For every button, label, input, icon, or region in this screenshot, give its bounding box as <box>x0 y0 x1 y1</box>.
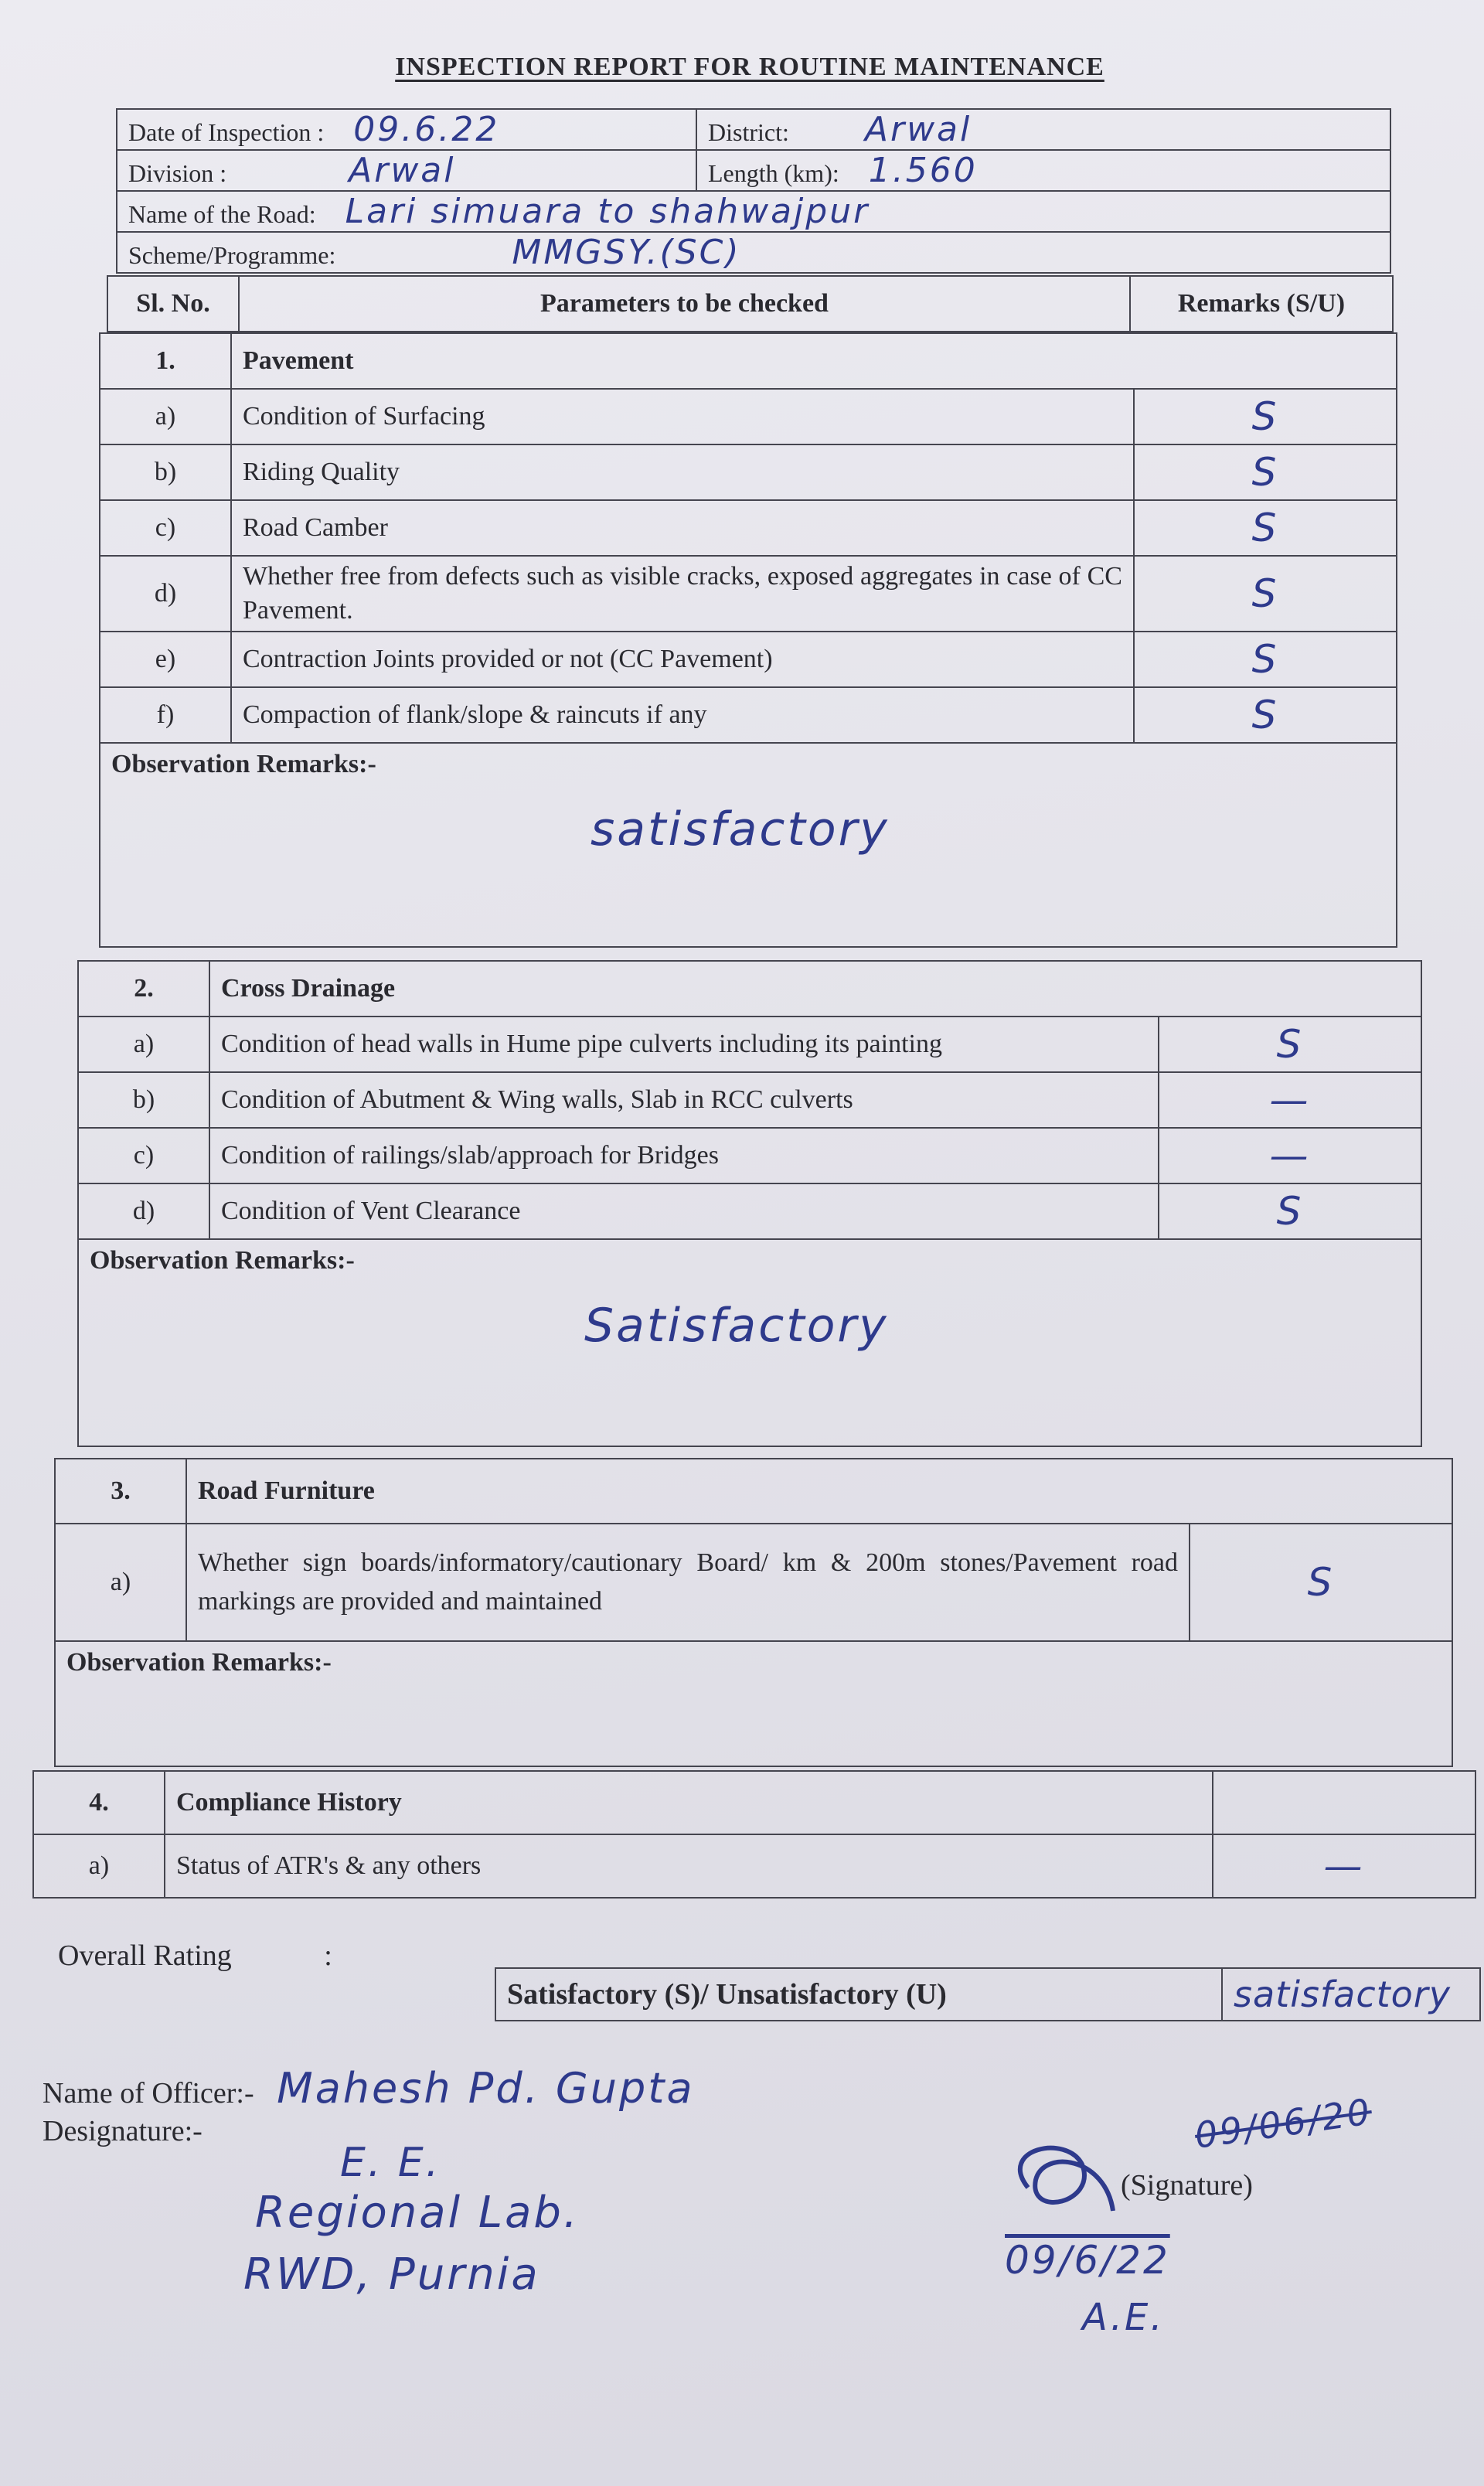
section-number: 1. <box>100 333 231 389</box>
item-id: a) <box>100 389 231 444</box>
item-id: a) <box>55 1524 186 1641</box>
section-number: 4. <box>33 1771 165 1834</box>
item-text: Condition of Vent Clearance <box>209 1183 1159 1239</box>
road-name-cell <box>117 191 1390 232</box>
item-text: Whether sign boards/informatory/cautionary Board/ km & 200m stones/Pavement road markings are provided and maintained <box>186 1524 1190 1641</box>
item-remark: S <box>1134 444 1397 500</box>
division-cell <box>117 150 696 191</box>
item-remark: — <box>1159 1072 1421 1128</box>
item-id: e) <box>100 632 231 687</box>
road-label: Name of the Road: <box>128 200 316 228</box>
item-text: Condition of railings/slab/approach for Bridges <box>209 1128 1159 1183</box>
item-text: Contraction Joints provided or not (CC Pavement) <box>231 632 1134 687</box>
designation-line-3: RWD, Purnia <box>243 2249 540 2300</box>
item-remark: S <box>1159 1183 1421 1239</box>
rating-value: satisfactory <box>1222 1968 1480 2021</box>
item-text: Road Camber <box>231 500 1134 556</box>
district-label: District: <box>708 118 789 146</box>
item-id: b) <box>100 444 231 500</box>
table-row <box>33 1834 1475 1898</box>
table-row <box>100 556 1397 632</box>
item-id: c) <box>100 500 231 556</box>
district-value: Arwal <box>864 110 972 149</box>
item-remark: — <box>1159 1128 1421 1183</box>
rating-options: Satisfactory (S)/ Unsatisfactory (U) <box>495 1968 1222 2021</box>
observation-value: Satisfactory <box>584 1299 889 1353</box>
report-title: INSPECTION REPORT FOR ROUTINE MAINTENANCE <box>395 53 1104 81</box>
observation-box <box>78 1239 1421 1446</box>
item-remark: — <box>1213 1834 1475 1898</box>
scheme-cell <box>117 232 1390 273</box>
division-value: Arwal <box>349 151 456 190</box>
item-id: d) <box>78 1183 209 1239</box>
section-remark-empty <box>1213 1771 1475 1834</box>
item-id: c) <box>78 1128 209 1183</box>
section-name: Compliance History <box>165 1771 1213 1834</box>
col-remarks: Remarks (S/U) <box>1130 276 1393 332</box>
table-row <box>100 687 1397 743</box>
table-row <box>100 444 1397 500</box>
date-cell <box>117 109 696 150</box>
col-slno: Sl. No. <box>107 276 239 332</box>
road-value: Lari simuara to shahwajpur <box>345 192 870 231</box>
designation-line-2: Regional Lab. <box>255 2188 580 2238</box>
section-road-furniture <box>54 1458 1453 1767</box>
overall-rating-colon: : <box>324 1939 332 1972</box>
designation-label: Designature:- <box>43 2115 203 2147</box>
section-name: Cross Drainage <box>209 961 1421 1017</box>
date-label: Date of Inspection : <box>128 118 325 146</box>
item-text: Condition of Surfacing <box>231 389 1134 444</box>
item-text: Condition of head walls in Hume pipe culverts including its painting <box>209 1017 1159 1072</box>
column-header-row <box>107 275 1394 332</box>
observation-box <box>55 1641 1452 1766</box>
scheme-label: Scheme/Programme: <box>128 241 336 269</box>
observation-box <box>100 743 1397 947</box>
header-table <box>116 108 1391 274</box>
district-cell <box>696 109 1390 150</box>
item-remark: S <box>1134 632 1397 687</box>
scheme-value: MMGSY.(SC) <box>512 233 741 272</box>
item-id: d) <box>100 556 231 632</box>
table-row <box>78 1183 1421 1239</box>
section-name: Pavement <box>231 333 1397 389</box>
item-id: f) <box>100 687 231 743</box>
item-text: Compaction of flank/slope & raincuts if any <box>231 687 1134 743</box>
table-row <box>78 1072 1421 1128</box>
officer-name: Mahesh Pd. Gupta <box>277 2064 695 2113</box>
table-row <box>78 1017 1421 1072</box>
date-value: 09.6.22 <box>353 110 500 149</box>
item-id: a) <box>78 1017 209 1072</box>
col-params: Parameters to be checked <box>239 276 1130 332</box>
overall-rating-label: Overall Rating <box>58 1939 232 1972</box>
observation-label: Observation Remarks:- <box>90 1246 355 1275</box>
designation-line-1: E. E. <box>340 2140 441 2186</box>
item-remark: S <box>1134 389 1397 444</box>
observation-label: Observation Remarks:- <box>111 750 376 778</box>
item-remark: S <box>1134 500 1397 556</box>
item-remark: S <box>1134 556 1397 632</box>
item-id: b) <box>78 1072 209 1128</box>
item-remark: S <box>1190 1524 1452 1641</box>
overall-rating-label-row <box>58 1939 332 1973</box>
signature-role: A.E. <box>1082 2296 1165 2339</box>
item-id: a) <box>33 1834 165 1898</box>
signature-date-ae: 09/6/22 <box>1005 2238 1170 2283</box>
length-label: Length (km): <box>708 159 839 187</box>
length-value: 1.560 <box>868 151 978 190</box>
section-number: 3. <box>55 1459 186 1524</box>
table-row <box>100 389 1397 444</box>
section-pavement <box>99 332 1397 948</box>
item-text: Status of ATR's & any others <box>165 1834 1213 1898</box>
table-row <box>55 1524 1452 1641</box>
item-remark: S <box>1159 1017 1421 1072</box>
section-cross-drainage <box>77 960 1422 1447</box>
item-text: Whether free from defects such as visible cracks, exposed aggregates in case of CC Pavement. <box>231 556 1134 632</box>
table-row <box>78 1128 1421 1183</box>
officer-label: Name of Officer:- <box>43 2077 254 2110</box>
signature-mark <box>997 2134 1121 2226</box>
item-text: Condition of Abutment & Wing walls, Slab in RCC culverts <box>209 1072 1159 1128</box>
division-label: Division : <box>128 159 227 187</box>
officer-row <box>43 2064 695 2113</box>
table-row <box>100 500 1397 556</box>
table-row <box>100 632 1397 687</box>
signature-label: (Signature) <box>1121 2169 1253 2202</box>
signature-date-ee: 09/06/20 <box>1192 2090 1375 2157</box>
overall-rating-table <box>495 1967 1481 2021</box>
item-remark: S <box>1134 687 1397 743</box>
section-compliance-history <box>32 1770 1476 1899</box>
section-name: Road Furniture <box>186 1459 1452 1524</box>
length-cell <box>696 150 1390 191</box>
observation-value: satisfactory <box>591 802 890 856</box>
section-number: 2. <box>78 961 209 1017</box>
item-text: Riding Quality <box>231 444 1134 500</box>
observation-label: Observation Remarks:- <box>66 1648 332 1677</box>
